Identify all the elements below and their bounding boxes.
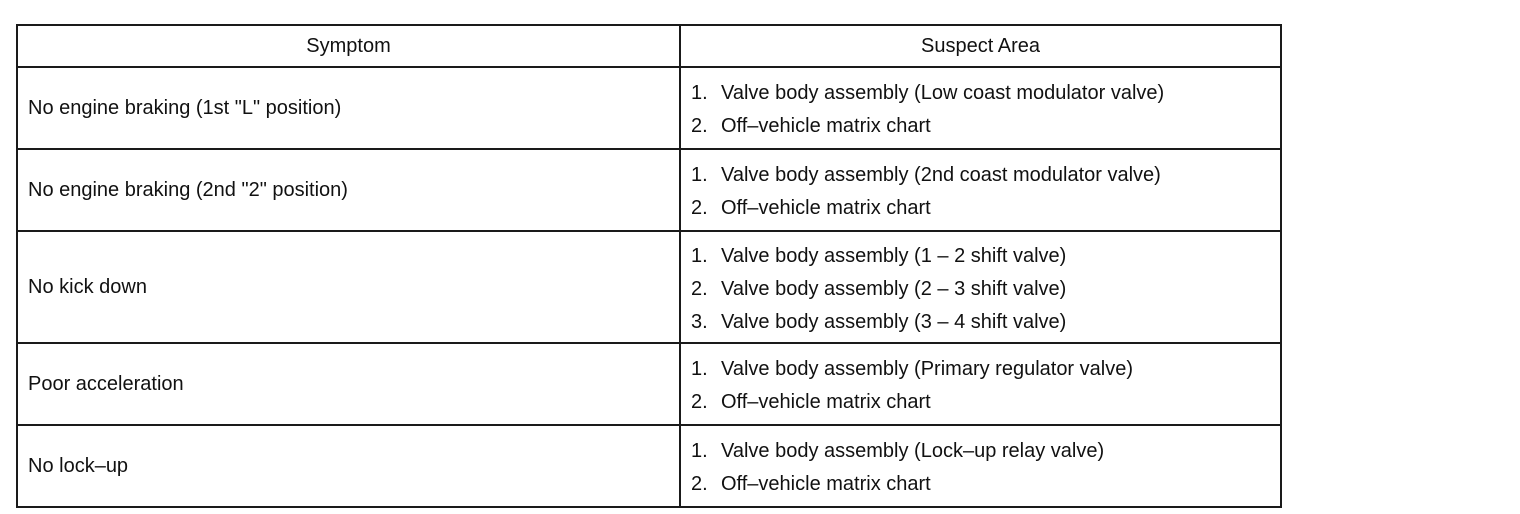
suspect-item-number: 2. xyxy=(691,277,708,300)
suspect-item xyxy=(691,159,1270,192)
suspect-item-text: Valve body assembly (Lock–up relay valve) xyxy=(721,440,1105,462)
suspect-item-number: 1. xyxy=(691,244,708,267)
suspect-item-text: Valve body assembly (1 – 2 shift valve) xyxy=(721,244,1067,267)
suspect-item xyxy=(691,386,1270,419)
suspect-item xyxy=(691,306,1270,339)
suspect-item-text: Off–vehicle matrix chart xyxy=(721,473,931,495)
suspect-item-number: 1. xyxy=(691,358,708,380)
suspect-area-cell xyxy=(680,231,1281,343)
suspect-item-text: Valve body assembly (Low coast modulator valve) xyxy=(721,82,1165,104)
header-symptom: Symptom xyxy=(17,25,680,67)
symptom-cell: No kick down xyxy=(17,231,680,343)
suspect-item-text: Off–vehicle matrix chart xyxy=(721,115,931,137)
table-row xyxy=(17,343,1281,425)
symptom-cell: No lock–up xyxy=(17,425,680,507)
table-row xyxy=(17,67,1281,149)
suspect-item xyxy=(691,273,1270,306)
symptom-table-container xyxy=(16,24,1280,508)
suspect-item-text: Valve body assembly (2 – 3 shift valve) xyxy=(721,277,1067,300)
symptom-cell: No engine braking (1st "L" position) xyxy=(17,67,680,149)
suspect-area-cell xyxy=(680,149,1281,231)
table-row xyxy=(17,149,1281,231)
suspect-item-number: 3. xyxy=(691,310,708,333)
suspect-item-number: 2. xyxy=(691,115,708,137)
suspect-item-text: Off–vehicle matrix chart xyxy=(721,391,931,413)
suspect-item-number: 1. xyxy=(691,440,708,462)
symptom-table xyxy=(16,24,1282,508)
suspect-item-number: 1. xyxy=(691,164,708,186)
suspect-item xyxy=(691,240,1270,273)
suspect-area-cell xyxy=(680,67,1281,149)
suspect-item-text: Valve body assembly (3 – 4 shift valve) xyxy=(721,310,1067,333)
suspect-item-number: 1. xyxy=(691,82,708,104)
suspect-item-number: 2. xyxy=(691,391,708,413)
header-suspect-area: Suspect Area xyxy=(680,25,1281,67)
suspect-area-cell xyxy=(680,425,1281,507)
suspect-item xyxy=(691,77,1270,110)
suspect-item-number: 2. xyxy=(691,197,708,219)
suspect-area-cell xyxy=(680,343,1281,425)
symptom-cell: Poor acceleration xyxy=(17,343,680,425)
suspect-item xyxy=(691,353,1270,386)
suspect-item-number: 2. xyxy=(691,473,708,495)
table-row xyxy=(17,231,1281,343)
suspect-item xyxy=(691,468,1270,501)
table-row xyxy=(17,425,1281,507)
symptom-cell: No engine braking (2nd "2" position) xyxy=(17,149,680,231)
suspect-item xyxy=(691,192,1270,225)
table-header-row xyxy=(17,25,1281,67)
suspect-item xyxy=(691,435,1270,468)
suspect-item-text: Valve body assembly (Primary regulator valve) xyxy=(721,358,1134,380)
suspect-item-text: Off–vehicle matrix chart xyxy=(721,197,931,219)
suspect-item xyxy=(691,110,1270,143)
suspect-item-text: Valve body assembly (2nd coast modulator valve) xyxy=(721,164,1161,186)
